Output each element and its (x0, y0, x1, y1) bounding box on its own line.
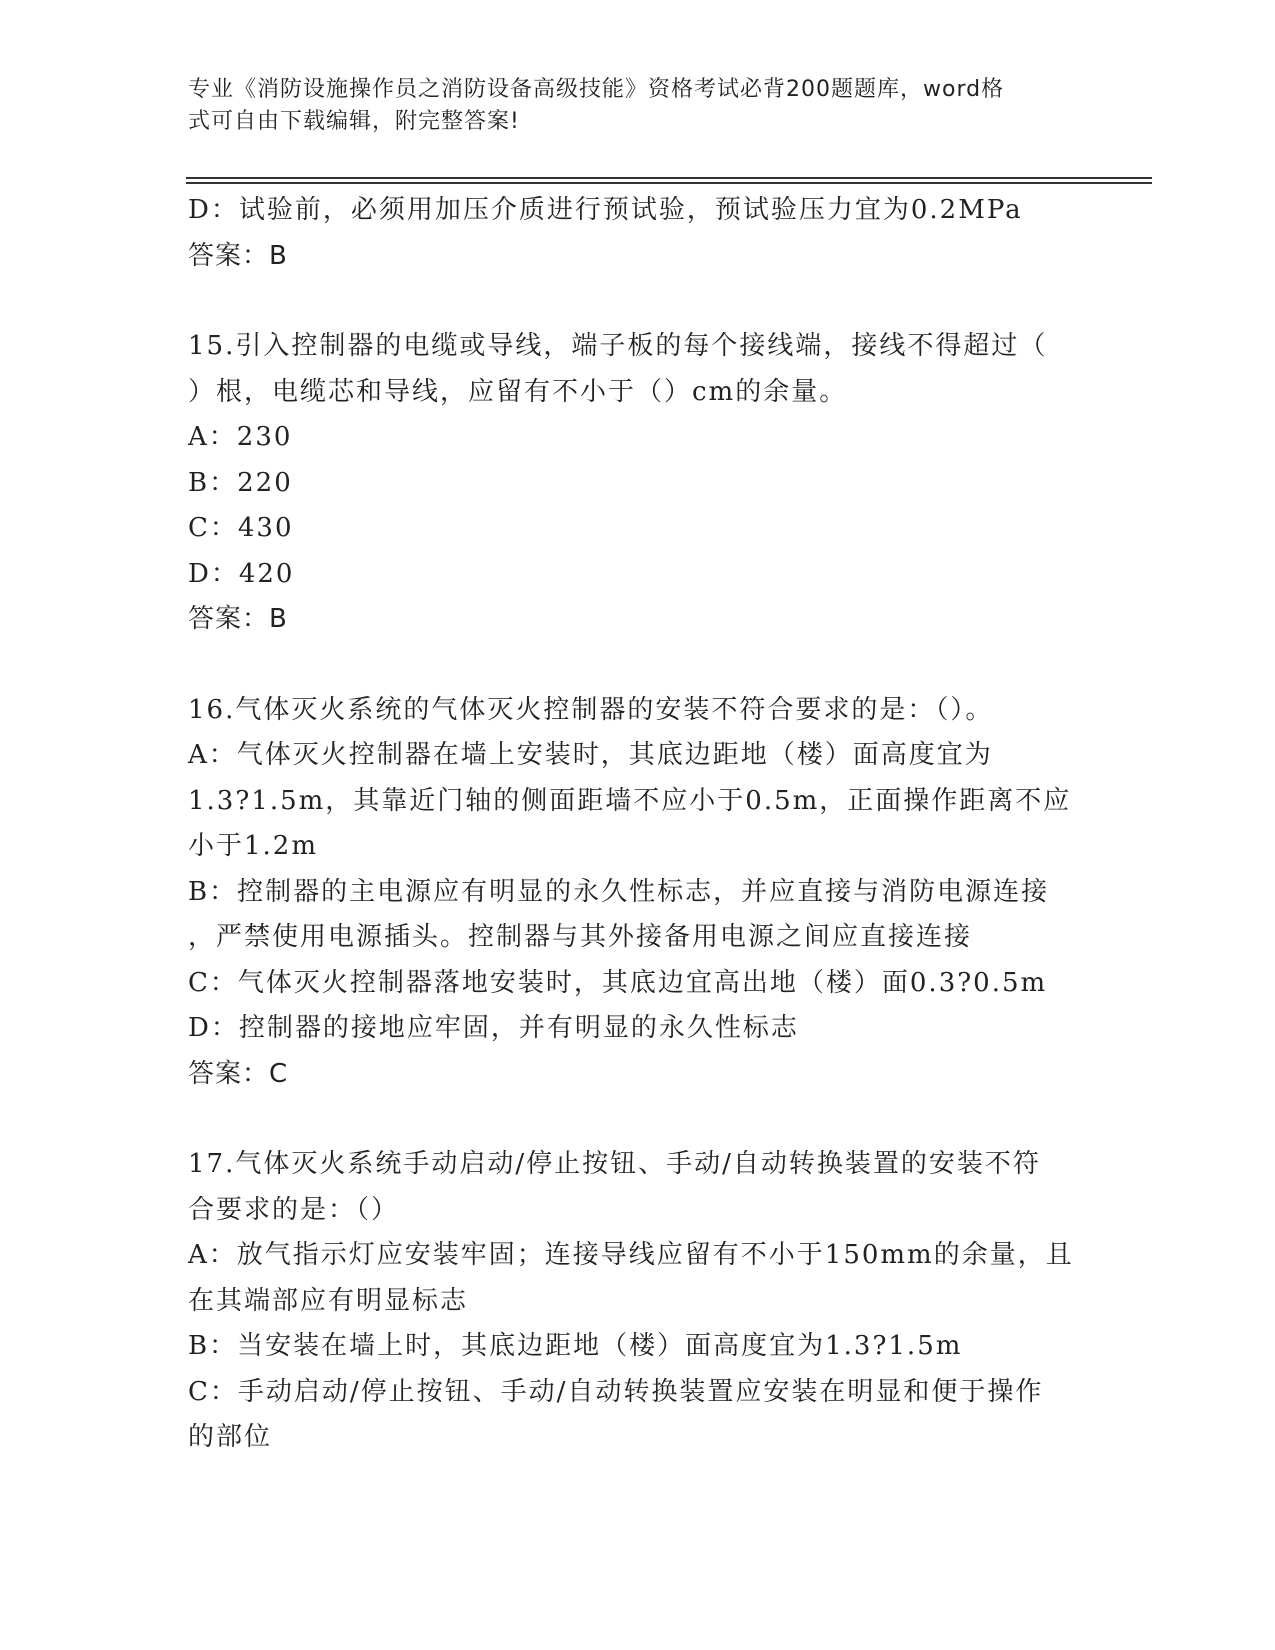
option-a-cont: 小于1.2m (188, 831, 319, 861)
answer: 答案：C (188, 1058, 289, 1089)
header-line-2: 式可自由下载编辑，附完整答案! (188, 109, 520, 134)
option-c: C：430 (188, 513, 294, 543)
option-a: A：230 (188, 422, 293, 452)
question-15 (188, 324, 1088, 643)
option-c: C：气体灭火控制器落地安装时，其底边宜高出地（楼）面0.3?0.5m (188, 967, 1048, 998)
answer: 答案：B (188, 604, 288, 634)
page-header (188, 74, 1068, 138)
header-divider-bottom (186, 182, 1152, 184)
option-d: D：试验前，必须用加压介质进行预试验，预试验压力宜为0.2MPa (188, 195, 1023, 225)
option-b: B：220 (188, 467, 293, 498)
question-text: 17.气体灭火系统手动启动/停止按钮、手动/自动转换装置的安装不符 (188, 1149, 1041, 1179)
answer: 答案：B (188, 240, 288, 271)
option-a-cont: 1.3?1.5m，其靠近门轴的侧面距墙不应小于0.5m，正面操作距离不应 (188, 785, 1072, 816)
option-d: D：控制器的接地应牢固，并有明显的永久性标志 (188, 1013, 799, 1043)
option-b: B：控制器的主电源应有明显的永久性标志，并应直接与消防电源连接 (188, 876, 1050, 907)
spacer (188, 1097, 1088, 1142)
question-17 (188, 1142, 1088, 1461)
option-a: A：气体灭火控制器在墙上安装时，其底边距地（楼）面高度宜为 (188, 740, 993, 770)
option-c-cont: 的部位 (188, 1422, 273, 1452)
option-d: D：420 (188, 558, 295, 589)
question-text: 15.引入控制器的电缆或导线，端子板的每个接线端，接线不得超过（ (188, 331, 1048, 361)
header-divider-top (186, 177, 1152, 179)
option-a-cont: 在其端部应有明显标志 (188, 1285, 469, 1316)
option-a: A：放气指示灯应安装牢固；连接导线应留有不小于150mm的余量，且 (188, 1240, 1074, 1270)
question-text: 合要求的是：（） (188, 1194, 400, 1225)
option-c: C：手动启动/停止按钮、手动/自动转换装置应安装在明显和便于操作 (188, 1376, 1044, 1407)
question-14-tail (188, 188, 1088, 279)
option-b: B：当安装在墙上时，其底边距地（楼）面高度宜为1.3?1.5m (188, 1331, 963, 1361)
question-text: ）根，电缆芯和导线，应留有不小于（）cm的余量。 (188, 376, 848, 407)
spacer (188, 279, 1088, 324)
option-b-cont: ，严禁使用电源插头。控制器与其外接备用电源之间应直接连接 (188, 922, 973, 952)
document-body (188, 188, 1088, 1461)
question-text: 16.气体灭火系统的气体灭火控制器的安装不符合要求的是：（）。 (188, 694, 994, 725)
question-16 (188, 688, 1088, 1098)
spacer (188, 643, 1088, 688)
header-line-1: 专业《消防设施操作员之消防设备高级技能》资格考试必背200题题库，word格 (188, 77, 1005, 102)
